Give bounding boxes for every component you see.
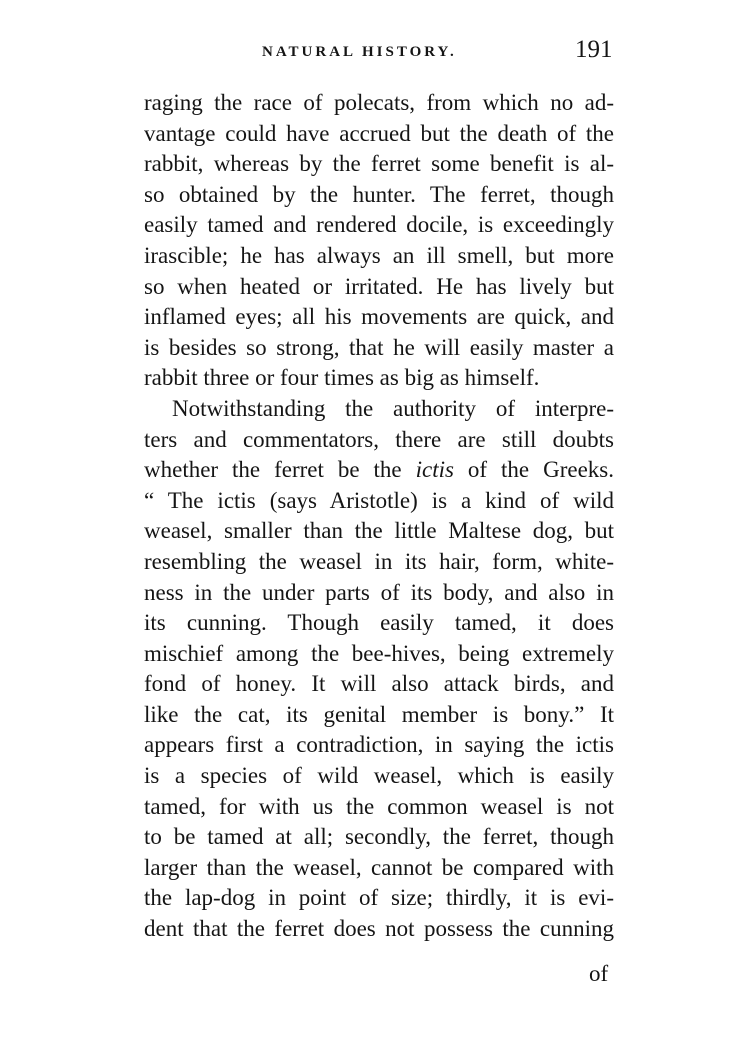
text-line: so when heated or irritated. He has lively but [144, 273, 614, 299]
text-line: easily tamed and rendered docile, is exceedingly [144, 212, 614, 238]
text-line: is a species of wild weasel, which is easily [144, 763, 614, 789]
text-line: dent that the ferret does not possess the cunning [144, 916, 614, 942]
text-line: is besides so strong, that he will easily master a [144, 334, 614, 360]
text-line: ters and commentators, there are still doubts [144, 426, 614, 452]
text-line-with-italic [144, 455, 614, 486]
text-line: vantage could have accrued but the death of the [144, 120, 614, 146]
body-text [144, 88, 614, 945]
text-line: appears first a contradiction, in saying the ictis [144, 732, 614, 758]
text-line: tamed, for with us the common weasel is not [144, 793, 614, 819]
text-line: so obtained by the hunter. The ferret, though [144, 181, 614, 207]
text-line: its cunning. Though easily tamed, it does [144, 610, 614, 636]
text-line: rabbit three or four times as big as himself. [144, 365, 540, 391]
text-line: weasel, smaller than the little Maltese dog, but [144, 518, 614, 544]
text-line: resembling the weasel in its hair, form, white- [144, 548, 614, 574]
text-line: “ The ictis (says Aristotle) is a kind of wild [144, 487, 614, 513]
catchword: of [589, 961, 609, 986]
text-line: ness in the under parts of its body, and also in [144, 579, 614, 605]
text-line: like the cat, its genital member is bony.” It [144, 701, 614, 727]
text-line: Notwithstanding the authority of interpre- [172, 395, 614, 421]
text-line: larger than the weasel, cannot be compared with [144, 854, 614, 880]
text-line: to be tamed at all; secondly, the ferret, though [144, 824, 614, 850]
text-segment: of the Greeks. [467, 457, 614, 483]
text-line: the lap-dog in point of size; thirdly, it is evi- [144, 885, 614, 911]
text-segment: whether the ferret be the [144, 457, 402, 483]
italic-word: ictis [415, 457, 454, 483]
text-line: raging the race of polecats, from which no ad- [144, 90, 614, 115]
text-line: inflamed eyes; all his movements are quick, and [144, 304, 614, 330]
text-line: irascible; he has always an ill smell, but more [144, 242, 614, 268]
text-line: fond of honey. It will also attack birds, and [144, 671, 614, 697]
text-line: mischief among the bee-hives, being extremely [144, 640, 614, 666]
page-number: 191 [575, 36, 613, 63]
text-line: rabbit, whereas by the ferret some benefit is al- [144, 151, 614, 177]
running-title: NATURAL HISTORY. [262, 44, 457, 60]
